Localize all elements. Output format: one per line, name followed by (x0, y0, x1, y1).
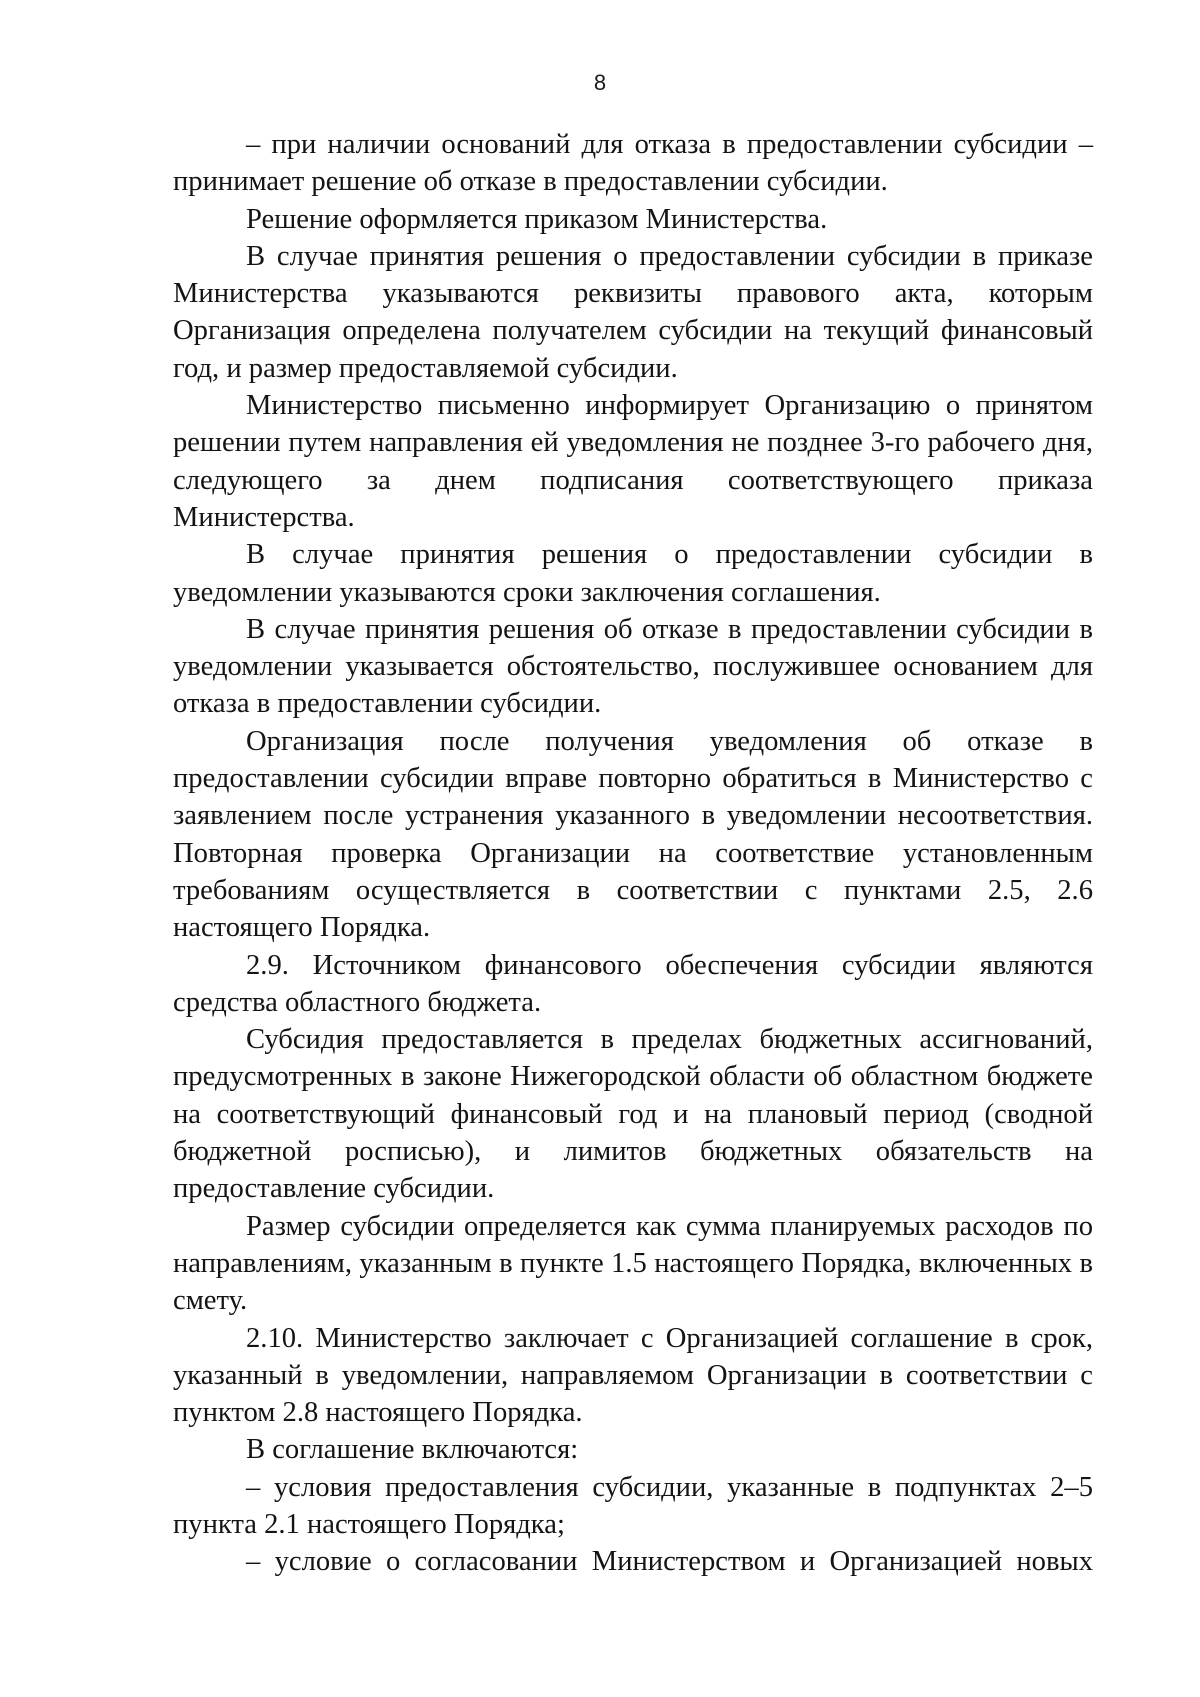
paragraph: 2.10. Министерство заключает с Организацией соглашение в срок, указанный в уведомлении, направляемом Организации в соответствии с пунктом 2.8 настоящего Порядка. (173, 1322, 1093, 1429)
paragraph: – условия предоставления субсидии, указанные в подпунктах 2–5 пункта 2.1 настоящего Порядка; (173, 1471, 1093, 1540)
paragraph: Размер субсидии определяется как сумма планируемых расходов по направлениям, указанным в пункте 1.5 настоящего Порядка, включенных в смету. (173, 1210, 1093, 1317)
paragraph: Решение оформляется приказом Министерства. (246, 203, 828, 235)
paragraph: Субсидия предоставляется в пределах бюджетных ассигнований, предусмотренных в законе Нижегородской области об областном бюджете на соответствующий финансовый год и на плановый период (сводной бюджетной росписью), и лимитов бюджетных обязательств на предоставление субсидии. (173, 1024, 1093, 1205)
paragraph: В случае принятия решения о предоставлении субсидии в приказе Министерства указываются реквизиты правового акта, которым Организация определена получателем субсидии на текущий финансовый год, и размер предоставляемой субсидии. (173, 240, 1093, 384)
document-body (173, 126, 1093, 1581)
paragraph: Министерство письменно информирует Организацию о принятом решении путем направления ей уведомления не позднее 3-го рабочего дня, следующего за днем подписания соответствующего приказа Министерства. (173, 390, 1093, 533)
paragraph: 2.9. Источником финансового обеспечения субсидии являются средства областного бюджета. (173, 949, 1093, 1018)
paragraph: – условие о согласовании Министерством и Организацией новых (246, 1546, 1093, 1578)
paragraph: В случае принятия решения о предоставлении субсидии в уведомлении указываются сроки заключения соглашения. (173, 539, 1093, 608)
paragraph: В случае принятия решения об отказе в предоставлении субсидии в уведомлении указывается обстоятельство, послужившее основанием для отказа в предоставлении субсидии. (173, 613, 1093, 720)
paragraph: – при наличии оснований для отказа в предоставлении субсидии – принимает решение об отказе в предоставлении субсидии. (173, 129, 1093, 198)
page-number: 8 (593, 70, 607, 95)
paragraph: В соглашение включаются: (246, 1434, 579, 1466)
paragraph: Организация после получения уведомления об отказе в предоставлении субсидии вправе повторно обратиться в Министерство с заявлением после устранения указанного в уведомлении несоответствия. Повторная проверка Организации на соответствие установленным требованиям осуществляется в соответствии с пунктами 2.5, 2.6 настоящего Порядка. (173, 725, 1093, 944)
